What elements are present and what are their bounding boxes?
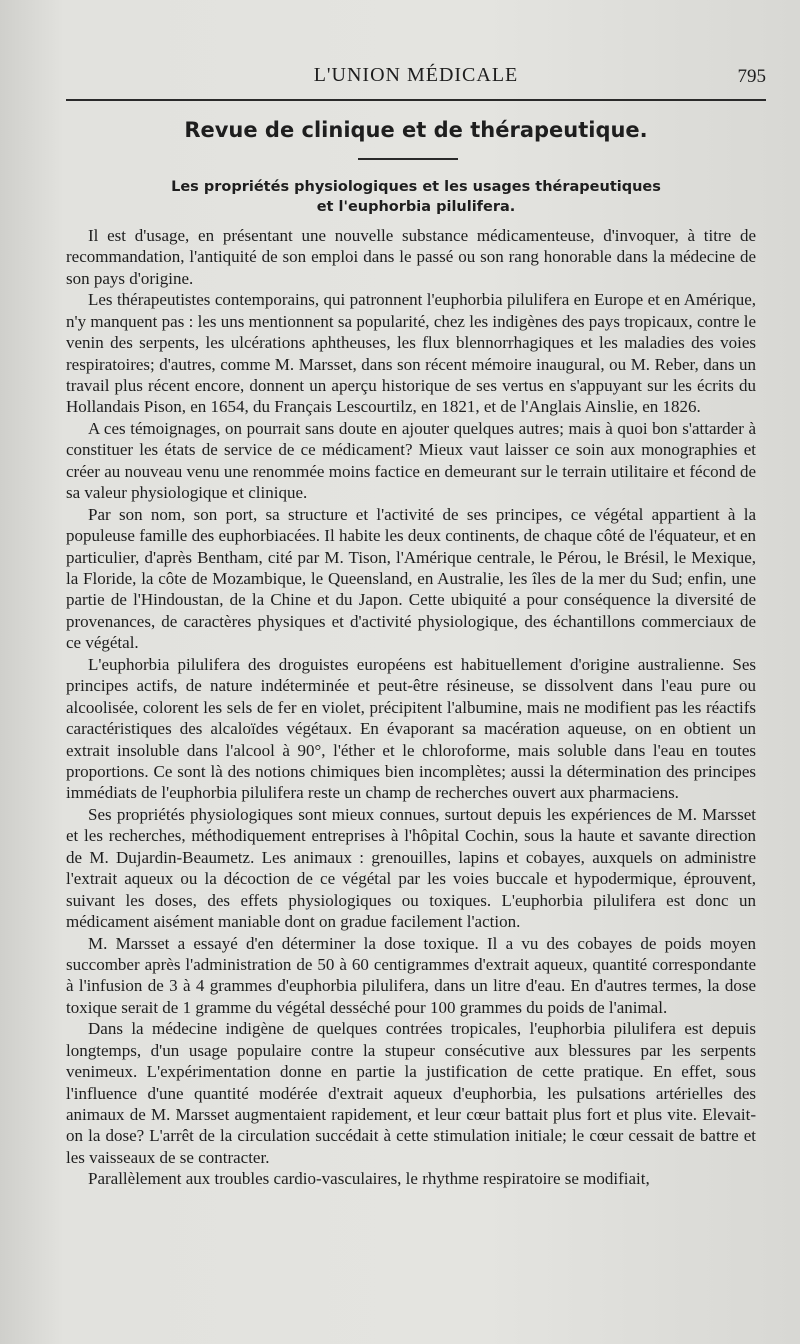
header-rule (66, 99, 766, 101)
paragraph: Ses propriétés physiologiques sont mieux connues, surtout depuis les expériences de M. Marsset et les recherches, méthodiquement entreprises à l'hôpital Cochin, sous la haute et savante direction de M. Dujardin-Beaumetz. Les animaux : grenouilles, lapins et cobayes, auxquels on administre l'extrait aqueux ou la décoction de ce végétal par les voies buccale et hypodermique, éprouvent, suivant les doses, des effets physiologiques ou toxiques. L'euphorbia pilulifera est donc un médicament aisément maniable dont on gradue facilement l'action. (66, 804, 756, 931)
paragraph: Parallèlement aux troubles cardio-vasculaires, le rhythme respiratoire se modifiait, (88, 1169, 650, 1189)
paragraph: Dans la médecine indigène de quelques contrées tropicales, l'euphorbia pilulifera est depuis longtemps, d'un usage populaire contre la stupeur consécutive aux blessures par les serpents venimeux. L'expérimentation donne en partie la justification de cette pratique. En effet, sous l'influence d'une quantité modérée d'extrait aqueux d'euphorbia, les pulsations artérielles des animaux de M. Marsset augmentaient rapidement, et leur cœur battait plus fort et plus vite. Elevait-on la dose? L'arrêt de la circulation succédait à cette stimulation initiale; le cœur cessait de battre et les vaisseaux de se contracter. (66, 1019, 756, 1167)
paragraph: Il est d'usage, en présentant une nouvelle substance médicamenteuse, d'invoquer, à titre de recommandation, l'antiquité de son emploi dans le passé ou son rang honorable dans la médecine de son pays d'origine. (66, 226, 756, 288)
paragraph: M. Marsset a essayé d'en déterminer la dose toxique. Il a vu des cobayes de poids moyen succomber après l'administration de 50 à 60 centigrammes d'extrait aqueux, quantité correspondante à l'infusion de 3 à 4 grammes d'euphorbia pilulifera, dans un litre d'eau. En d'autres termes, la dose toxique serait de 1 gramme du végétal desséché pour 100 grammes du poids de l'animal. (66, 933, 756, 1017)
running-title: L'UNION MÉDICALE (313, 64, 519, 86)
article-title-line-2: et l'euphorbia pilulifera. (316, 199, 516, 215)
section-title: Revue de clinique et de thérapeutique. (184, 118, 648, 142)
paragraph: Les thérapeutistes contemporains, qui patronnent l'euphorbia pilulifera en Europe et en Amérique, n'y manquent pas : les uns mentionnent sa popularité, chez les indigènes des pays tropicaux, contre le venin des serpents, les ulcérations aphtheuses, les flux blennorrhagiques et les maladies des voies respiratoires; d'autres, comme M. Marsset, dans son récent mémoire inaugural, ou M. Reber, dans un travail plus récent encore, donnent un aperçu historique de ses vertus en s'appuyant sur les écrits du Hollandais Pison, en 1654, du Français Lescourtilz, en 1821, et de l'Anglais Ainslie, en 1826. (66, 290, 756, 417)
page-number: 795 (737, 66, 766, 87)
article-title (106, 177, 726, 217)
article-body (66, 225, 756, 1190)
paragraph: A ces témoignages, on pourrait sans doute en ajouter quelques autres; mais à quoi bon s'attarder à constituer les états de service de ce médicament? Mieux vaut laisser ce soin aux monographies et créer au nouveau venu une renommée moins factice en demeurant sur le terrain utilitaire et fécond de sa valeur physiologique et clinique. (66, 419, 756, 503)
article-title-line-1: Les propriétés physiologiques et les usages thérapeutiques (171, 179, 661, 195)
paragraph: Par son nom, son port, sa structure et l'activité de ses principes, ce végétal appartient à la populeuse famille des euphorbiacées. Il habite les deux continents, de chaque côté de l'équateur, et en particulier, d'après Bentham, cité par M. Tison, l'Amérique centrale, le Pérou, le Brésil, le Mexique, la Floride, la côte de Mozambique, le Queensland, en Australie, les îles de la mer du Sud; enfin, une partie de l'Hindoustan, de la Chine et du Japon. Cette ubiquité a pour conséquence la diversité de provenances, de caractères physiques et d'activité physiologique, des échantillons commerciaux de ce végétal. (66, 504, 756, 653)
section-divider (358, 158, 458, 160)
running-head (66, 64, 766, 94)
paragraph: L'euphorbia pilulifera des droguistes européens est habituellement d'origine australienne. Ses principes actifs, de nature indéterminée et peut-être résineuse, se dissolvent dans l'eau pure ou alcoolisée, colorent les sels de fer en violet, précipitent l'albumine, mais ne modifient pas les réactifs caractéristiques des alcaloïdes végétaux. En évaporant sa macération aqueuse, on en obtient un extrait insoluble dans l'alcool à 90°, l'éther et le chloroforme, mais soluble dans l'eau en toutes proportions. Ce sont là des notions chimiques bien incomplètes; aussi la détermination des principes immédiats de l'euphorbia pilulifera reste un champ de recherches ouvert aux pharmaciens. (66, 654, 756, 803)
